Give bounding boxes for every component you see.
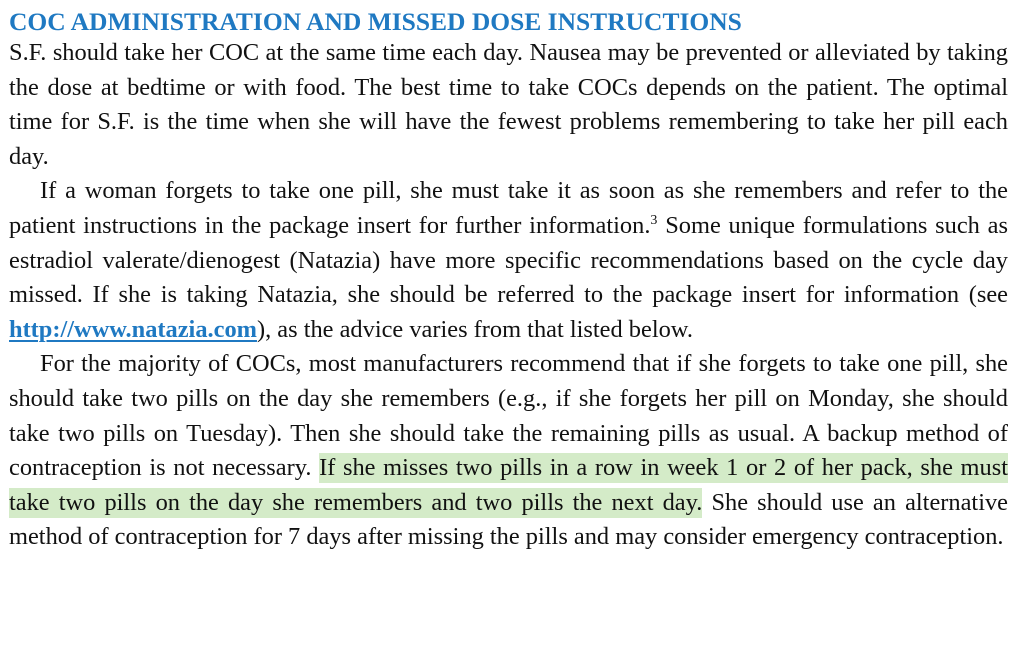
natazia-link[interactable]: http://www.natazia.com: [9, 315, 257, 343]
paragraph-administration: [9, 36, 1008, 174]
paragraph-missed-one-pill: [9, 174, 1008, 347]
highlighted-instruction: If she misses two pills in a row in week 1 or 2 of her pack, she must take two pills on the day she remembers and two pills the next day.: [9, 454, 1008, 516]
section-heading: COC ADMINISTRATION AND MISSED DOSE INSTRUCTIONS: [9, 7, 742, 36]
citation-superscript: 3: [650, 212, 658, 228]
paragraph-2-text-a: If a woman forgets to take one pill, she must take it as soon as she remembers and refer to the patient instructions in the package insert for further information.: [9, 177, 1008, 239]
paragraph-2-text-c: ), as the advice varies from that listed below.: [256, 315, 693, 343]
paragraph-1-text: S.F. should take her COC at the same time each day. Nausea may be prevented or alleviated by taking the dose at bedtime or with food. The best time to take COCs depends on the patient. The optimal time for S.F. is the time when she will have the fewest problems remembering to take her pill each day.: [9, 39, 1008, 170]
paragraph-3-text-a: For the majority of COCs, most manufacturers recommend that if she forgets to take one pill, she should take two pills on the day she remembers (e.g., if she forgets her pill on Monday, she should take two pills on Tuesday). Then she should take the remaining pills as usual. A backup method of contraception is not necessary.: [9, 350, 1008, 482]
paragraph-2-text-b: Some unique formulations such as estradiol valerate/dienogest (Natazia) have more specific recommendations based on the cycle day missed. If she is taking Natazia, she should be referred to the package insert for information (see: [9, 211, 1008, 309]
paragraph-3-text-b: She should use an alternative method of contraception for 7 days after missing the pills and may consider emergency contraception.: [9, 488, 1008, 551]
document-page: [9, 6, 1008, 555]
paragraph-majority-cocs: [9, 347, 1008, 555]
